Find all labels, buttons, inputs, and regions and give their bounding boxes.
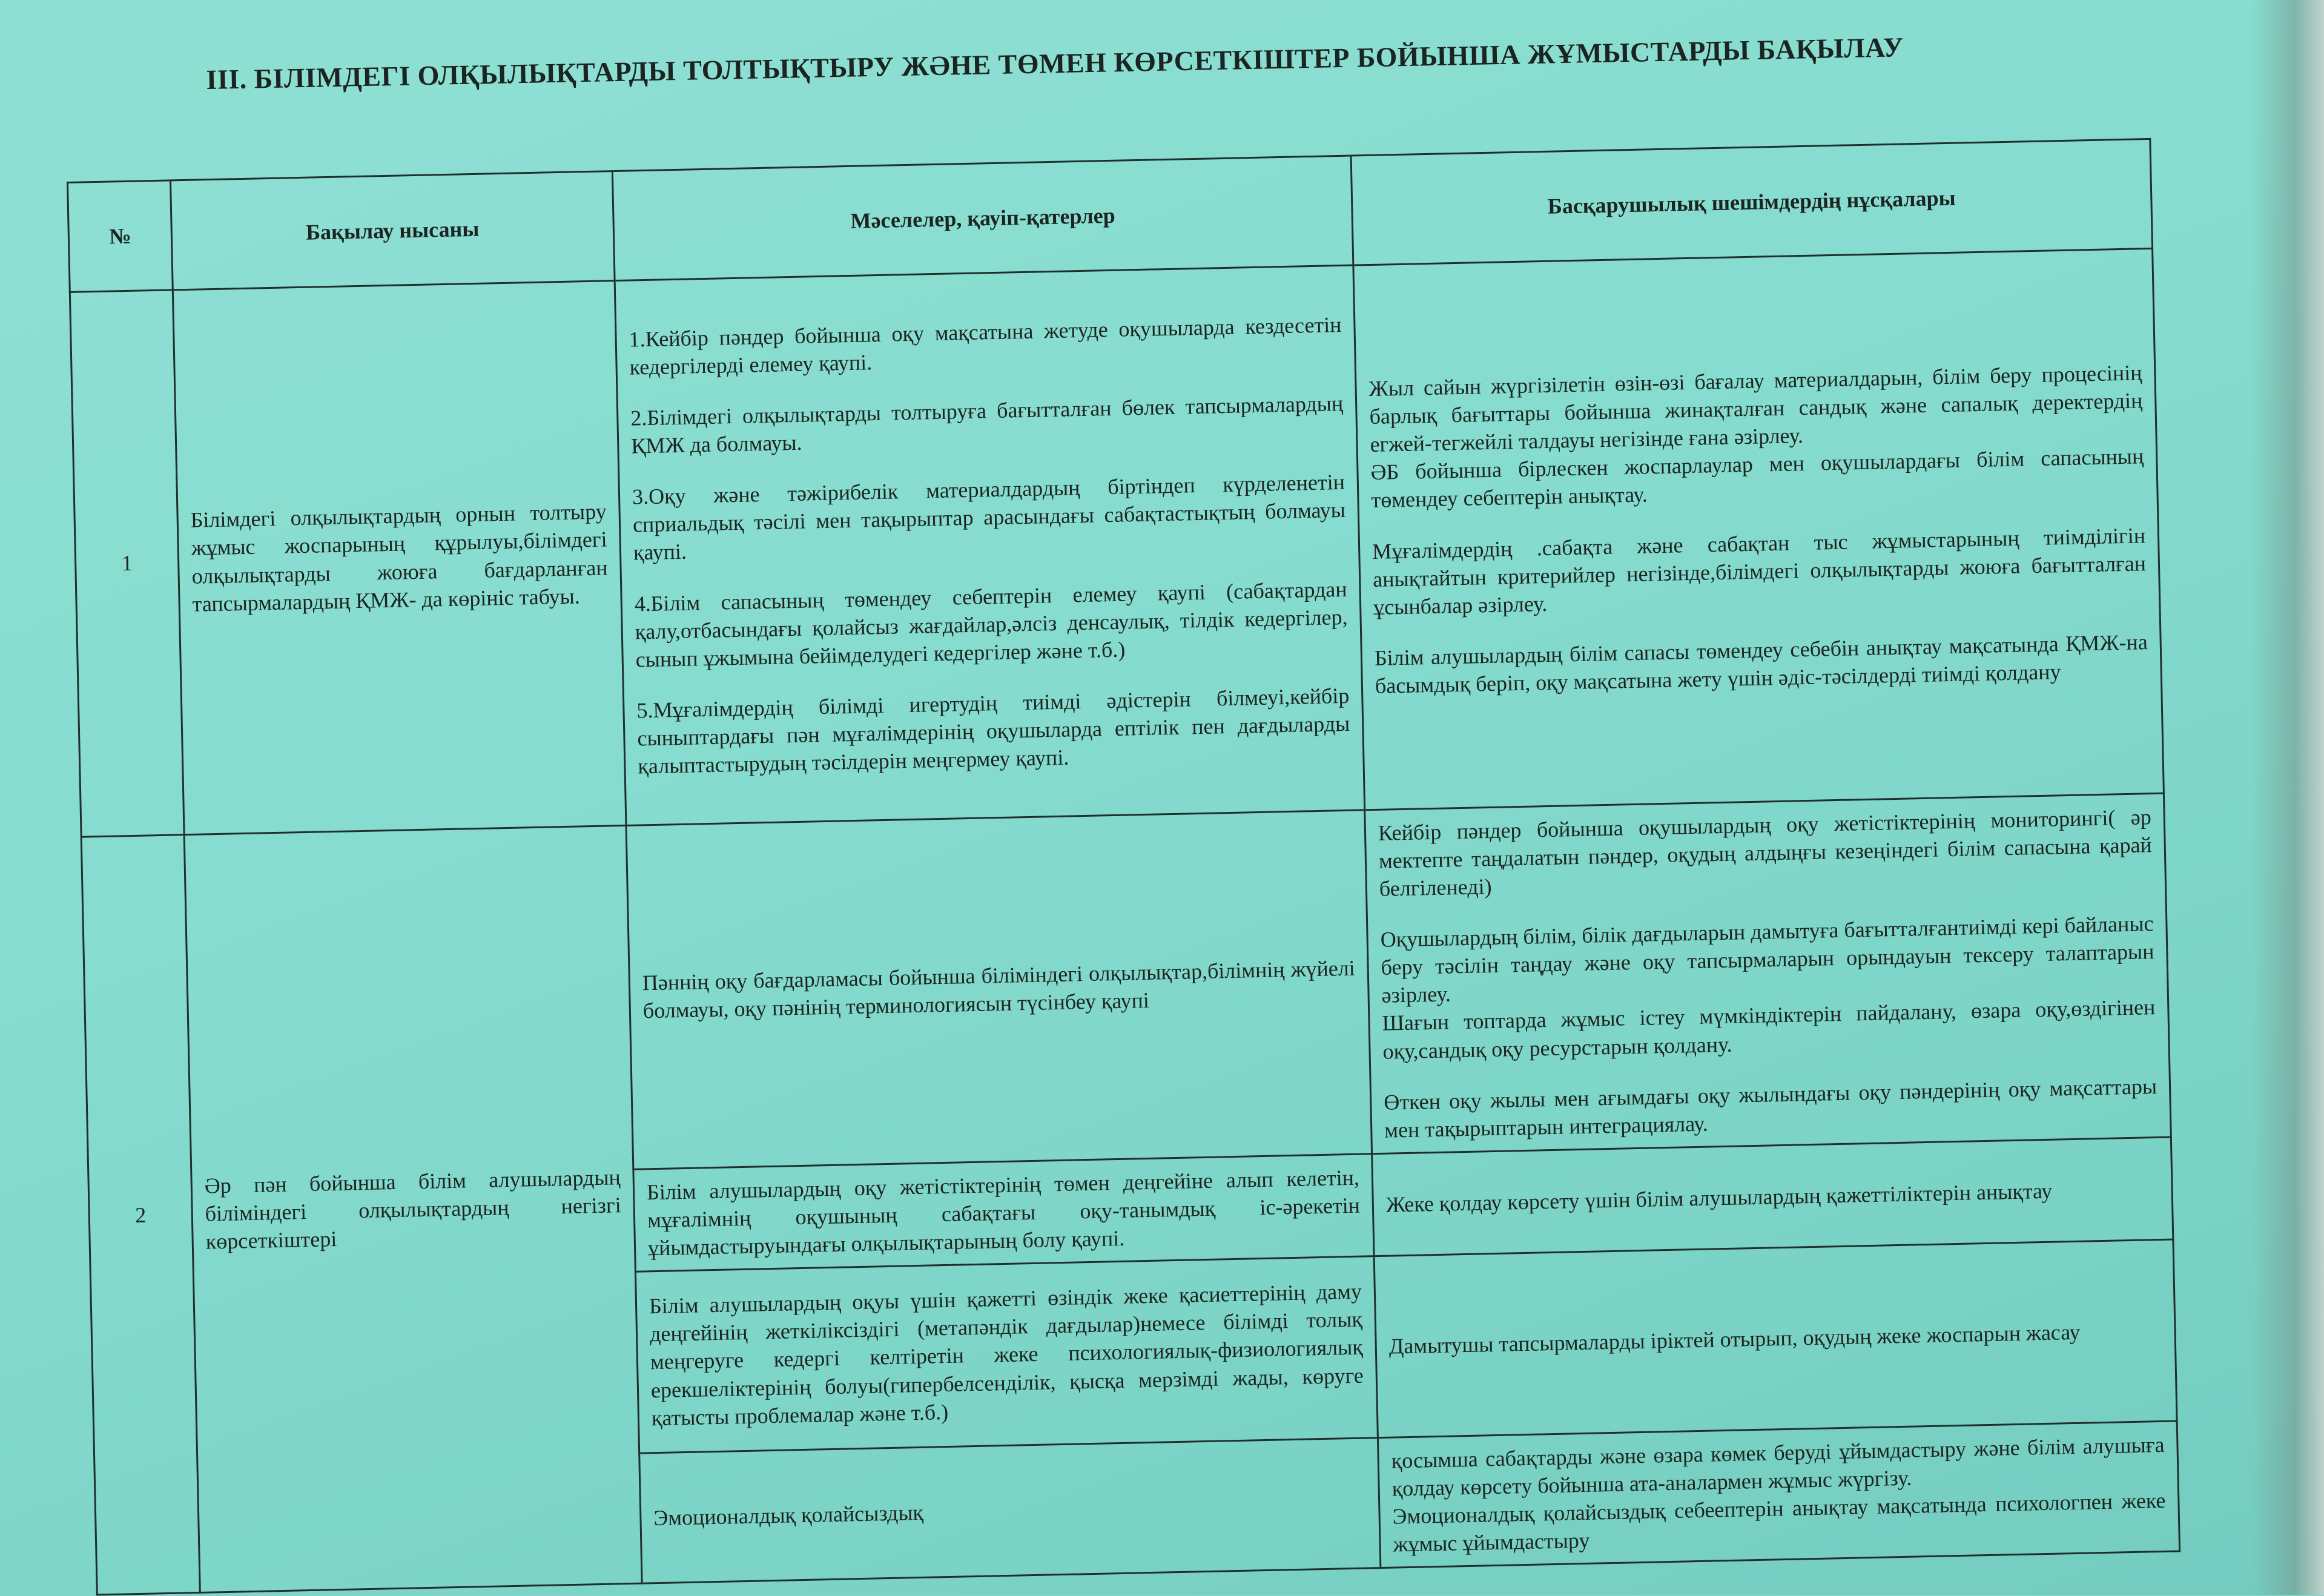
row-number: 2 (81, 835, 200, 1595)
risks-cell (615, 265, 1365, 825)
risk-item: 2.Білімдегі олқылықтарды толтыруға бағытталған бөлек тапсырмалардың ҚМЖ да болмауы. (630, 391, 1344, 458)
header-number: № (68, 180, 173, 292)
decision-item: Өткен оқу жылы мен ағымдағы оқу жылындағы оқу пәндерінің оқу мақсаттары мен тақырыптарын интеграциялау. (1383, 1073, 2157, 1143)
risk-cell: Пәннің оқу бағдарламасы бойынша біліміндегі олқылықтар,білімнің жүйелі болмауы, оқу пәнінің терминологиясын түсінбеу қаупі (626, 810, 1372, 1169)
risk-item: 1.Кейбір пәндер бойынша оқу мақсатына жетуде оқушыларда кездесетін кедергілерді елемеу қаупі. (629, 312, 1342, 380)
decision-item: Білім алушылардың білім сапасы төмендеу себебін анықтау мақсатында ҚМЖ-на басымдық беріп, оқу мақсатына жету үшін әдіс-тәсілдерді тиімді қолдану (1374, 629, 2148, 698)
risk-cell: Білім алушылардың оқуы үшін қажетті өзіндік жеке қасиеттерінің даму деңгейінің жеткіліксіздігі (метапәндік дағдылар)немесе білімді толық меңгеруге кедергі келтіретін жеке психологиялық-физиологиялық ерекшеліктерінің болуы(гипербелсенділік, қысқа мерзімді жады, көруге қатысты проблемалар және т.б.) (635, 1256, 1378, 1453)
risk-item: 4.Білім сапасының төмендеу себептерін елемеу қаупі (сабақтардан қалу,отбасындағы қолайсыз жағдайлар,әлсіз денсаулық, тілдік кедергілер, сынып ұжымына бейімделудегі кедергілер және т.б.) (634, 576, 1348, 672)
decision-cell: Дамытушы тапсырмаларды іріктей отырып, оқудың жеке жоспарын жасау (1374, 1239, 2177, 1438)
decision-item: Мұғалімдердің .сабақта және сабақтан тыс жұмыстарының тиімділігін анықтайтын критерийлер негізінде,білімдегі олқылықтарды жоюға бағытталған ұсынбалар әзірлеу. (1372, 523, 2147, 619)
control-object-cell: Әр пән бойынша білім алушылардың біліміндегі олқылықтардың негізгі көрсеткіштері (184, 825, 642, 1592)
decisions-cell (1353, 248, 2164, 810)
control-object-cell: Білімдегі олқылықтардың орнын толтыру жұмыс жоспарының құрылуы,білімдегі олқылықтарды жоюға бағдарланған тапсырмалардың ҚМЖ- да көрініс табуы. (173, 281, 626, 835)
header-management-decisions: Басқарушылық шешімдердің нұсқалары (1351, 139, 2153, 265)
decision-item: Жыл сайын жүргізілетін өзін-өзі бағалау материалдарын, білім беру процесінің барлық бағыттары бойынша жинақталған сандық және сапалық деректердің егжей-тегжейлі талдауы негізінде ғана әзірлеу. ӘБ бойынша бірлескен жоспарлаулар мен оқушылардағы білім сапасының төмендеу себептерін анықтау. (1368, 360, 2144, 513)
control-table-container (67, 138, 2180, 1596)
risk-item: 5.Мұғалімдердің білімді игертудің тиімді әдістерін білмеуі,кейбір сыныптардағы пән мұғалімдерінің оқушыларда ептілік пен дағдыларды қалыптастырудың тәсілдерін меңгермеу қаупі. (636, 683, 1350, 779)
table-row (81, 793, 2171, 1181)
decision-item: Оқушылардың білім, білік дағдыларын дамытуға бағытталғантиімді кері байланыс беру тәсілін таңдау және оқу тапсырмаларын орындауын тексеру талаптарын әзірлеу. Шағын топтарда жұмыс істеу мүмкіндіктерін пайдалану, өзара оқу,өздігінен оқу,сандық оқу ресурстарын қолдану. (1380, 911, 2156, 1064)
decisions-cell (1365, 793, 2171, 1153)
decision-cell: Жеке қолдау көрсету үшін білім алушылардың қажеттіліктерін анықтау (1372, 1137, 2173, 1256)
control-table (67, 138, 2180, 1596)
row-number: 1 (70, 290, 184, 837)
decision-cell: қосымша сабақтарды және өзара көмек беруді ұйымдастыру және білім алушыға қолдау көрсету бойынша ата-аналармен жұмыс жүргізу. Эмоционалдық қолайсыздық себеептерін анықтау мақсатында психологпен жеке жұмыс ұйымдастыру (1378, 1421, 2179, 1568)
header-risks: Мәселелер, қауіп-қатерлер (612, 156, 1353, 281)
page-edge-shadow (2251, 0, 2324, 1595)
risk-item: 3.Оқу және тәжірибелік материалдардың біртіндеп күрделенетін сприальдық тәсілі мен тақырыптар арасындағы сабақтастықтың болмауы қаупі. (632, 470, 1346, 565)
table-row (70, 248, 2164, 837)
page-title: III. БІЛІМДЕГІ ОЛҚЫЛЫҚТАРДЫ ТОЛТЫҚТЫРУ ЖӘНЕ ТӨМЕН КӨРСЕТКІШТЕР БОЙЫНША ЖҰМЫСТАРДЫ БАҚЫЛАУ (206, 31, 1904, 95)
header-control-object: Бақылау нысаны (170, 171, 615, 290)
decision-item: Кейбір пәндер бойынша оқушылардың оқу жетістіктерінің мониторингі( әр мектепте таңдалатын пәндер, оқудың алдыңғы кезеңіндегі білім сапасына қарай белгіленеді) (1378, 805, 2153, 902)
risk-cell: Білім алушылардың оқу жетістіктерінің төмен деңгейіне алып келетін, мұғалімнің оқушының сабақтағы оқу-танымдық іс-әрекетін ұйымдастыруындағы олқылықтарының болу қаупі. (633, 1153, 1374, 1271)
risk-cell: Эмоционалдық қолайсыздық (639, 1438, 1381, 1584)
